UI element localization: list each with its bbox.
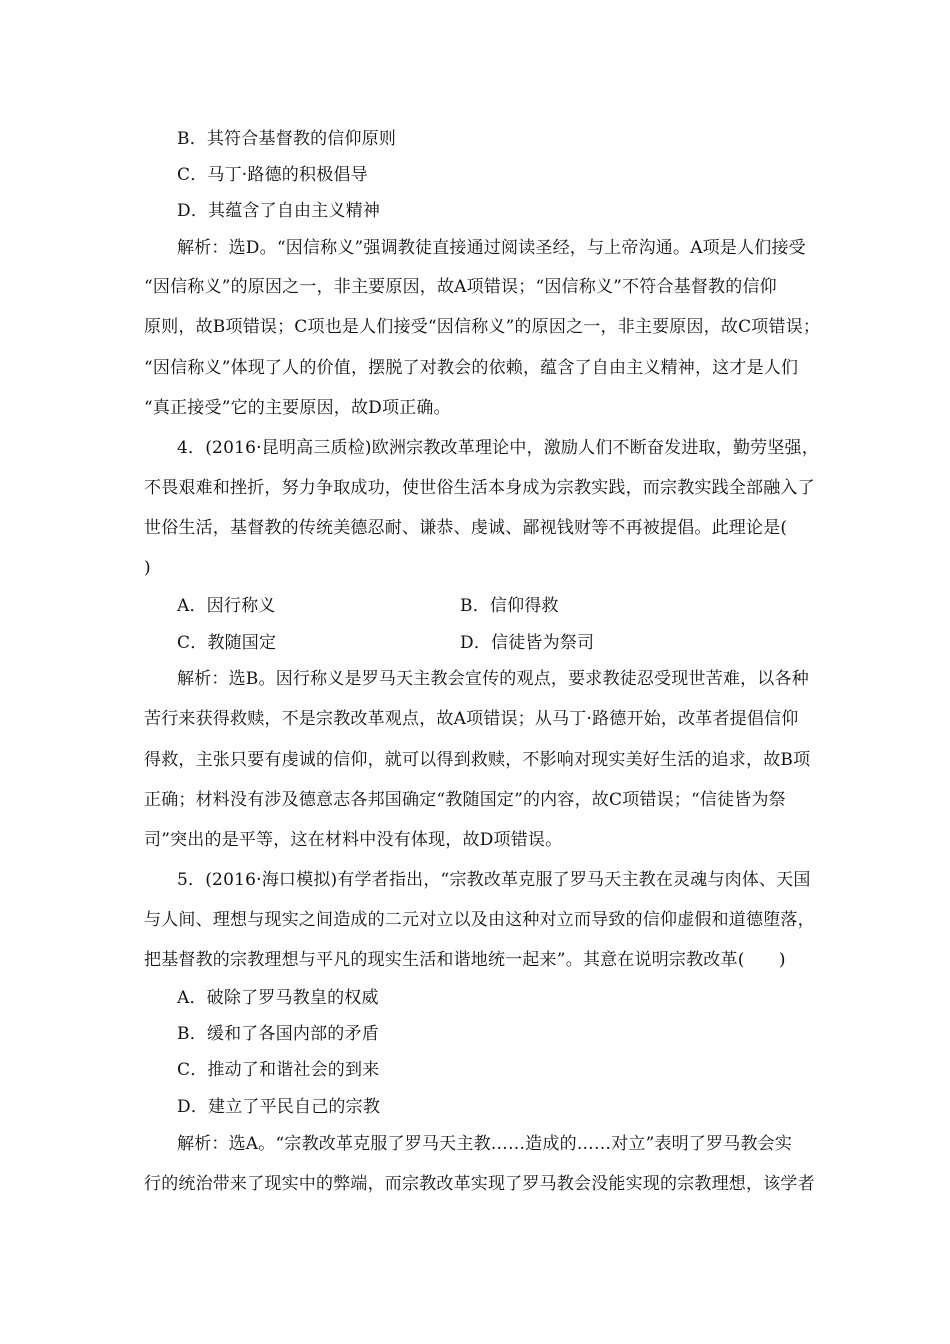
- q5-option-b: B．缓和了各国内部的矛盾: [177, 1024, 379, 1044]
- q3-analysis-line: “因信称义”的原因之一，非主要原因，故A项错误；“因信称义”不符合基督教的信仰: [144, 277, 777, 297]
- q4-analysis-line: 得救，主张只要有虔诚的信仰，就可以得到救赎，不影响对现实美好生活的追求，故B项: [144, 750, 811, 770]
- q4-stem-line: 世俗生活，基督教的传统美德忍耐、谦恭、虔诚、鄙视钱财等不再被提倡。此理论是(: [144, 518, 788, 538]
- q3-analysis-line: 解析：选D。“因信称义”强调教徒直接通过阅读圣经，与上帝沟通。A项是人们接受: [177, 238, 806, 258]
- q3-analysis-line: 原则，故B项错误；C项也是人们接受“因信称义”的原因之一，非主要原因，故C项错误；: [144, 317, 821, 337]
- q3-analysis-line: “因信称义”体现了人的价值，摆脱了对教会的依赖，蕴含了自由主义精神，这才是人们: [144, 358, 799, 378]
- q3-option-b: B．其符合基督教的信仰原则: [177, 129, 397, 149]
- q5-stem-line: 把基督教的宗教理想与平凡的现实生活和谐地统一起来”。其意在说明宗教改革( ): [144, 950, 786, 970]
- q4-option-c: C．教随国定: [177, 633, 277, 653]
- q4-stem-line: ): [144, 558, 151, 578]
- q4-analysis-line: 司”突出的是平等，这在材料中没有体现，故D项错误。: [144, 830, 563, 850]
- q5-analysis-line: 解析：选A。“宗教改革克服了罗马天主教……造成的……对立”表明了罗马教会实: [177, 1134, 793, 1154]
- q5-option-a: A．破除了罗马教皇的权威: [177, 988, 379, 1008]
- q3-analysis-line: “真正接受”它的主要原因，故D项正确。: [144, 398, 451, 418]
- q5-stem-line: 5．(2016·海口模拟)有学者指出，“宗教改革克服了罗马天主教在灵魂与肉体、天国: [177, 870, 811, 890]
- q4-analysis-line: 正确；材料没有涉及德意志各邦国确定“教随国定”的内容，故C项错误；“信徒皆为祭: [144, 790, 786, 810]
- q4-option-a: A．因行称义: [177, 596, 276, 616]
- q4-option-b: B．信仰得救: [460, 596, 559, 616]
- q4-analysis-line: 解析：选B。因行称义是罗马天主教会宣传的观点，要求教徒忍受现世苦难，以各种: [177, 669, 809, 689]
- q5-option-d: D．建立了平民自己的宗教: [177, 1097, 381, 1117]
- q4-stem-line: 不畏艰难和挫折，努力争取成功，使世俗生活本身成为宗教实践，而宗教实践全部融入了: [144, 478, 815, 498]
- q3-option-c: C．马丁·路德的积极倡导: [177, 165, 368, 185]
- q3-option-d: D．其蕴含了自由主义精神: [177, 201, 381, 221]
- q5-stem-line: 与人间、理想与现实之间造成的二元对立以及由这种对立而导致的信仰虚假和道德堕落，: [144, 910, 815, 930]
- q4-stem-line: 4．(2016·昆明高三质检)欧洲宗教改革理论中，激励人们不断奋发进取，勤劳坚强，: [177, 438, 819, 458]
- q5-analysis-line: 行的统治带来了现实中的弊端，而宗教改革实现了罗马教会没能实现的宗教理想，该学者: [144, 1174, 815, 1194]
- q4-analysis-line: 苦行来获得救赎，不是宗教改革观点，故A项错误；从马丁·路德开始，改革者提倡信仰: [144, 709, 799, 729]
- q5-option-c: C．推动了和谐社会的到来: [177, 1060, 380, 1080]
- q4-option-d: D．信徒皆为祭司: [460, 633, 595, 653]
